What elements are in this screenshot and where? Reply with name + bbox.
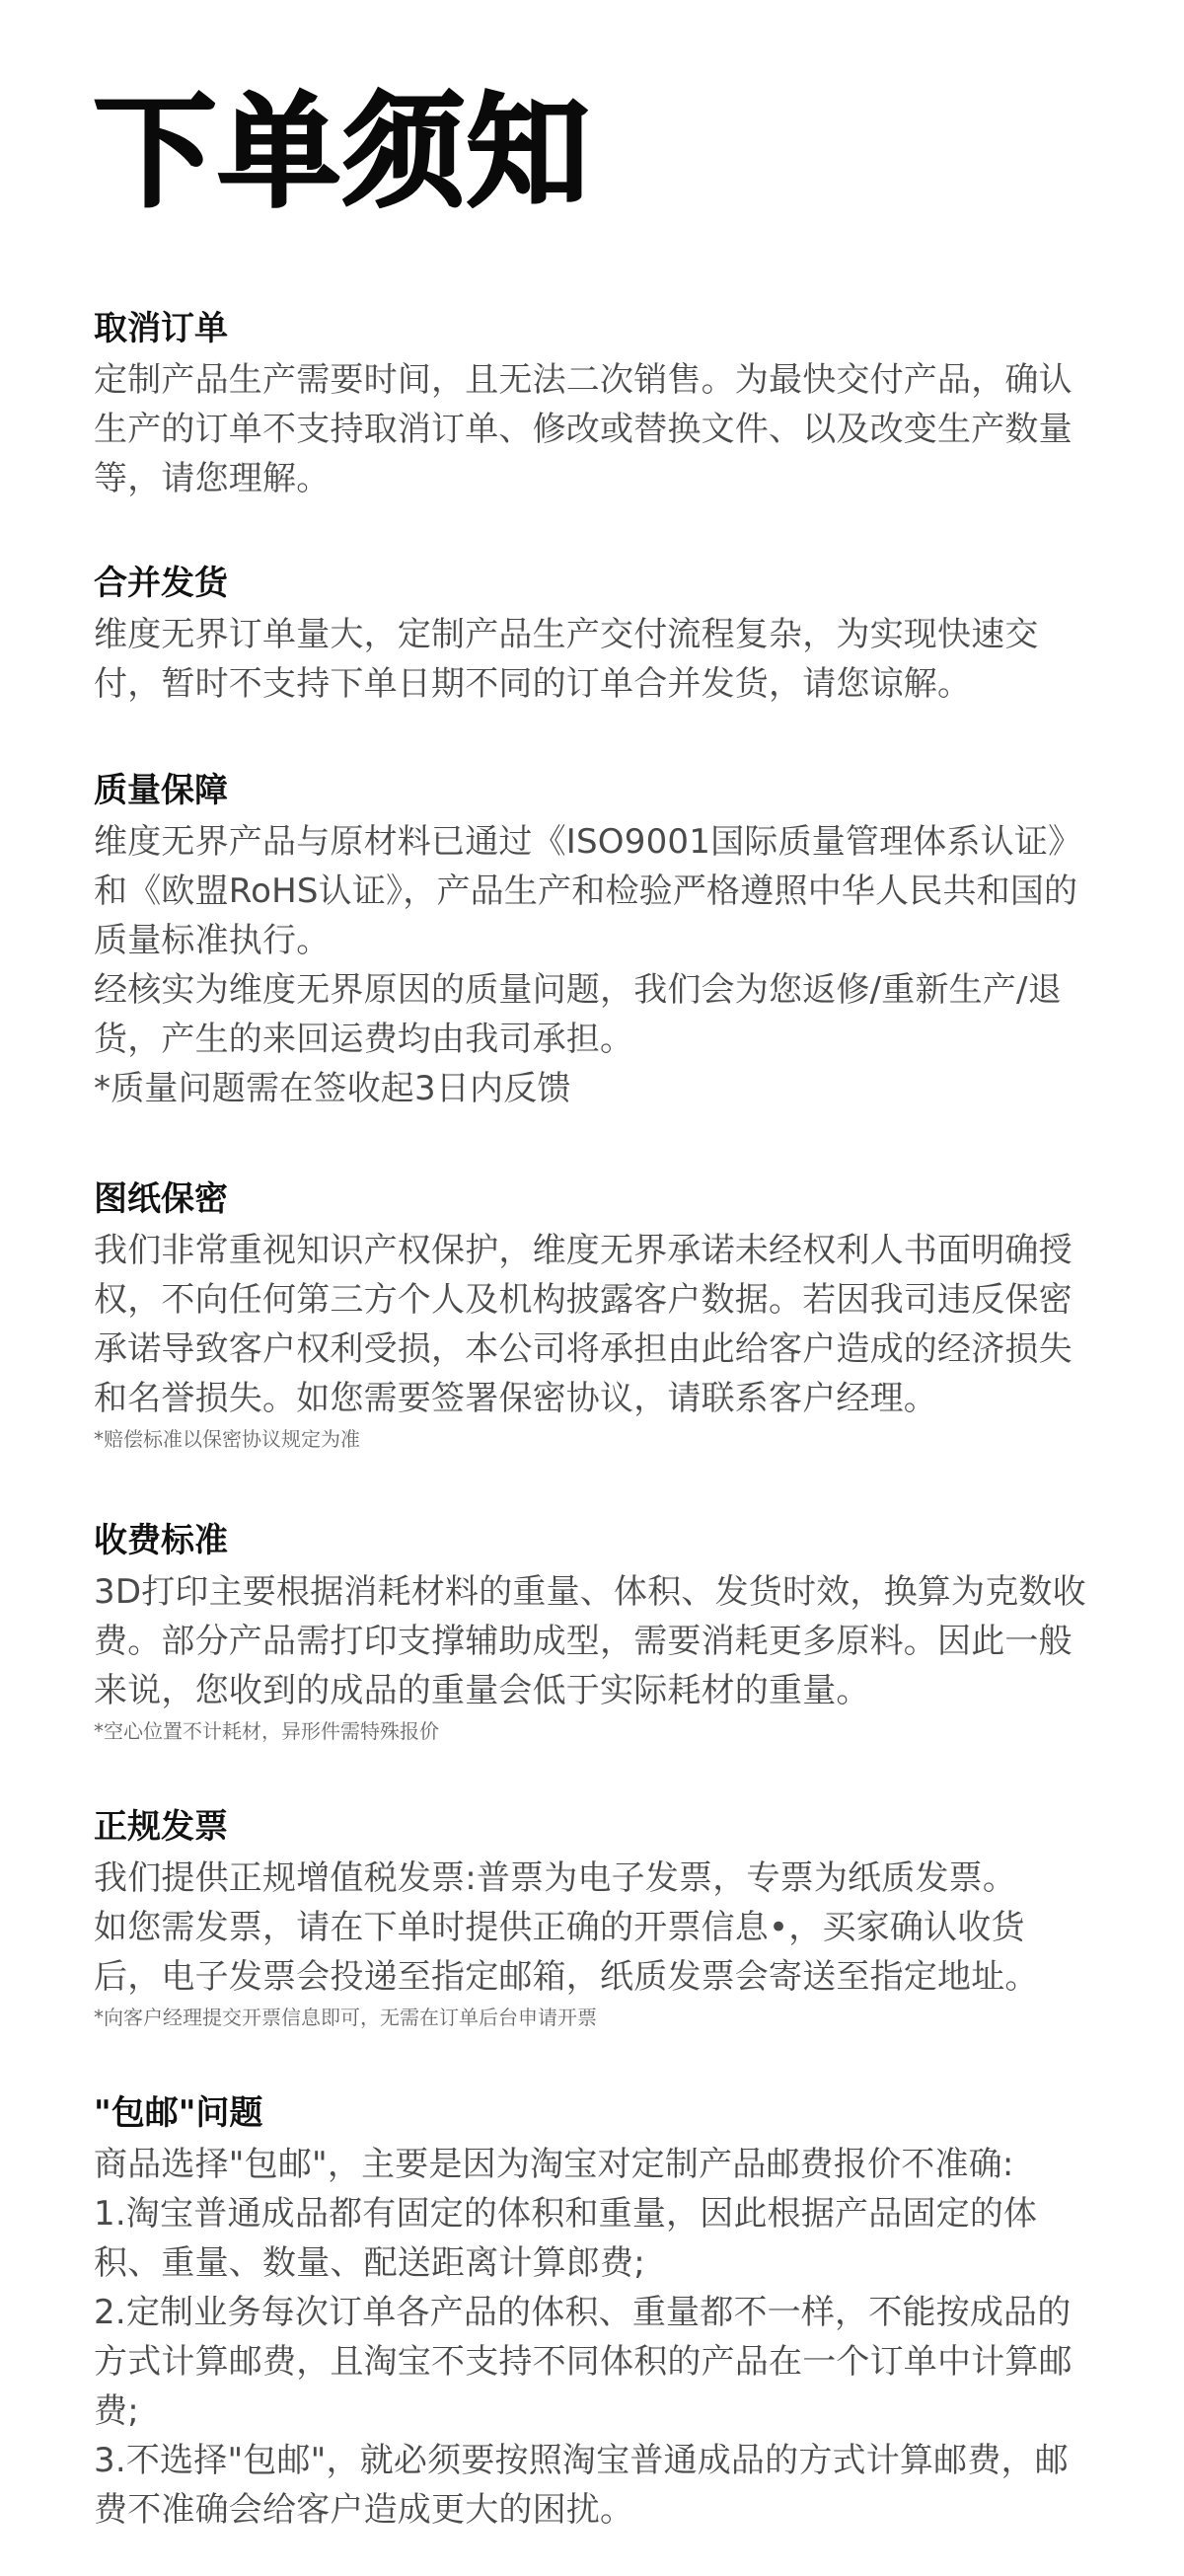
section-paragraph: 3.不选择"包邮"，就必须要按照淘宝普通成品的方式计算邮费，邮费不准确会给客户造成更大的困扰。 — [94, 2441, 1069, 2530]
section-drawing-confidentiality — [94, 1176, 1090, 1453]
section-footnote: *赔偿标准以保密协议规定为准 — [94, 1427, 360, 1451]
section-heading: 取消订单 — [94, 309, 228, 348]
section-heading: 合并发货 — [94, 564, 228, 603]
section-paragraph: *质量问题需在签收起3日内反馈 — [94, 1069, 571, 1108]
section-paragraph: 3D打印主要根据消耗材料的重量、体积、发货时效，换算为克数收费。部分产品需打印支撑辅助成型，需要消耗更多原料。因此一般来说，您收到的成品的重量会低于实际耗材的重量。 — [94, 1572, 1086, 1710]
section-heading: 图纸保密 — [94, 1179, 228, 1219]
section-paragraph: 维度无界产品与原材料已通过《ISO9001国际质量管理体系认证》和《欧盟RoHS认证》，产品生产和检验严格遵照中华人民共和国的质量标准执行。 — [94, 822, 1082, 960]
section-heading: 收费标准 — [94, 1521, 228, 1560]
section-paragraph: 商品选择"包邮"，主要是因为淘宝对定制产品邮费报价不准确: — [94, 2145, 1014, 2184]
section-cancel-order — [94, 306, 1090, 503]
section-paragraph: 如您需发票，请在下单时提供正确的开票信息•，买家确认收货后，电子发票会投递至指定邮箱，纸质发票会寄送至指定地址。 — [94, 1908, 1039, 1997]
section-heading: 质量保障 — [94, 771, 228, 810]
section-heading: "包邮"问题 — [94, 2093, 263, 2133]
section-footnote: *空心位置不计耗材，异形件需特殊报价 — [94, 1719, 439, 1743]
section-paragraph: 我们非常重视知识产权保护，维度无界承诺未经权利人书面明确授权，不向任何第三方个人及机构披露客户数据。若因我司违反保密承诺导致客户权利受损，本公司将承担由此给客户造成的经济损失和名誉损失。如您需要签署保密协议，请联系客户经理。 — [94, 1231, 1073, 1418]
section-paragraph: 2.定制业务每次订单各产品的体积、重量都不一样，不能按成品的方式计算邮费，且淘宝不支持不同体积的产品在一个订单中计算邮费; — [94, 2293, 1073, 2431]
section-pricing-standard — [94, 1518, 1090, 1745]
section-paragraph: 我们提供正规增值税发票:普票为电子发票，专票为纸质发票。 — [94, 1858, 1017, 1898]
section-footnote: *向客户经理提交开票信息即可，无需在订单后台申请开票 — [94, 2006, 597, 2029]
section-paragraph: 经核实为维度无界原因的质量问题，我们会为您返修/重新生产/退货，产生的来回运费均由我司承担。 — [94, 970, 1062, 1059]
section-official-invoice — [94, 1804, 1090, 2031]
section-merge-shipping — [94, 561, 1090, 709]
section-free-shipping — [94, 2090, 1090, 2535]
section-paragraph: 1.淘宝普通成品都有固定的体积和重量，因此根据产品固定的体积、重量、数量、配送距离计算郎费; — [94, 2194, 1038, 2283]
section-heading: 正规发票 — [94, 1807, 228, 1847]
section-paragraph: 定制产品生产需要时间，且无法二次销售。为最快交付产品，确认生产的订单不支持取消订单、修改或替换文件、以及改变生产数量等，请您理解。 — [94, 360, 1073, 498]
section-paragraph: 维度无界订单量大，定制产品生产交付流程复杂，为实现快速交付，暂时不支持下单日期不同的订单合并发货，请您谅解。 — [94, 615, 1039, 704]
page-title: 下单须知 — [94, 82, 592, 224]
section-quality-assurance — [94, 768, 1090, 1113]
